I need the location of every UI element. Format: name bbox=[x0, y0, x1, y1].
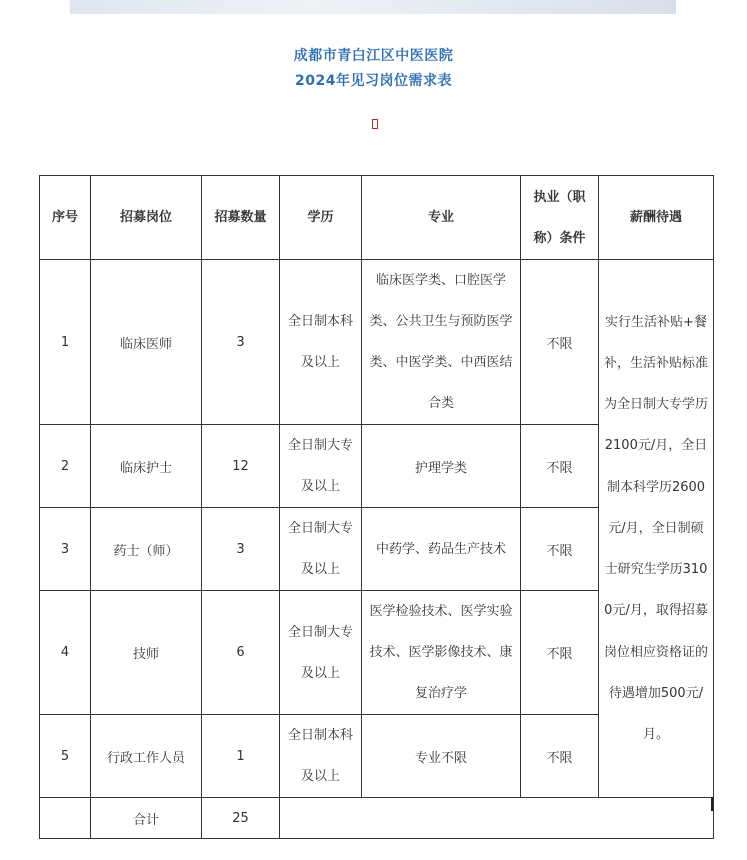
cell-count: 12 bbox=[202, 425, 280, 508]
cell-count: 3 bbox=[202, 260, 280, 425]
cell-education bbox=[280, 508, 362, 591]
cell-condition: 不限 bbox=[521, 591, 599, 715]
header-condition-text: 执业（职称）条件 bbox=[533, 189, 586, 246]
cell-count: 3 bbox=[202, 508, 280, 591]
text-cursor-mark bbox=[711, 797, 713, 811]
missing-image-icon bbox=[372, 119, 378, 129]
education-text: 全日制大专及以上 bbox=[287, 438, 353, 494]
header-cell-count: 招募数量 bbox=[202, 176, 280, 260]
page-subtitle: 2024年见习岗位需求表 bbox=[295, 73, 452, 89]
major-text: 中药学、药品生产技术 bbox=[375, 541, 506, 557]
cell-count: 1 bbox=[202, 715, 280, 798]
cell-condition: 不限 bbox=[521, 508, 599, 591]
header-cell-condition bbox=[521, 176, 599, 260]
cell-salary bbox=[599, 260, 714, 798]
education-text: 全日制大专及以上 bbox=[287, 521, 353, 577]
header-cell-education: 学历 bbox=[280, 176, 362, 260]
major-text: 临床医学类、口腔医学类、公共卫生与预防医学类、中医学类、中西医结合类 bbox=[369, 273, 513, 411]
header-cell-salary: 薪酬待遇 bbox=[599, 176, 714, 260]
table-header-row bbox=[40, 176, 714, 260]
cell-major bbox=[362, 260, 521, 425]
header-cell-position: 招募岗位 bbox=[91, 176, 202, 260]
cell-no: 4 bbox=[40, 591, 91, 715]
cell-no: 5 bbox=[40, 715, 91, 798]
education-text: 全日制本科及以上 bbox=[287, 314, 353, 370]
cell-education bbox=[280, 715, 362, 798]
cell-major bbox=[362, 508, 521, 591]
major-text: 医学检验技术、医学实验技术、医学影像技术、康复治疗学 bbox=[369, 604, 513, 701]
education-text: 全日制大专及以上 bbox=[287, 624, 353, 681]
cell-no: 2 bbox=[40, 425, 91, 508]
table-total-row bbox=[40, 798, 714, 839]
cell-major: 专业不限 bbox=[362, 715, 521, 798]
cell-education bbox=[280, 591, 362, 715]
top-banner-image bbox=[70, 0, 676, 14]
cell-major bbox=[362, 591, 521, 715]
requirements-table bbox=[39, 175, 714, 839]
salary-text: 实行生活补贴+餐补，生活补贴标准为全日制大专学历2100元/月，全日制本科学历2600元/月，全日制硕士研究生学历3100元/月，取得招募岗位相应资格证的待遇增加500元/月。 bbox=[604, 314, 709, 742]
cell-condition: 不限 bbox=[521, 425, 599, 508]
cell-condition: 不限 bbox=[521, 715, 599, 798]
cell-position: 行政工作人员 bbox=[91, 715, 202, 798]
header-cell-major: 专业 bbox=[362, 176, 521, 260]
education-text: 全日制本科及以上 bbox=[287, 728, 353, 784]
page-title: 成都市青白江区中医医院 bbox=[293, 48, 454, 64]
cell-major: 护理学类 bbox=[362, 425, 521, 508]
cell-position: 临床医师 bbox=[91, 260, 202, 425]
cell-education bbox=[280, 425, 362, 508]
cell-position: 技师 bbox=[91, 591, 202, 715]
cell-position: 药士（师） bbox=[91, 508, 202, 591]
cell-position: 临床护士 bbox=[91, 425, 202, 508]
cell-condition: 不限 bbox=[521, 260, 599, 425]
cell-total-empty bbox=[280, 798, 714, 839]
cell-no-empty bbox=[40, 798, 91, 839]
cell-no: 3 bbox=[40, 508, 91, 591]
cell-total-label: 合计 bbox=[91, 798, 202, 839]
cell-no: 1 bbox=[40, 260, 91, 425]
header-cell-no: 序号 bbox=[40, 176, 91, 260]
cell-education bbox=[280, 260, 362, 425]
cell-total-count: 25 bbox=[202, 798, 280, 839]
table-row bbox=[40, 260, 714, 425]
cell-count: 6 bbox=[202, 591, 280, 715]
